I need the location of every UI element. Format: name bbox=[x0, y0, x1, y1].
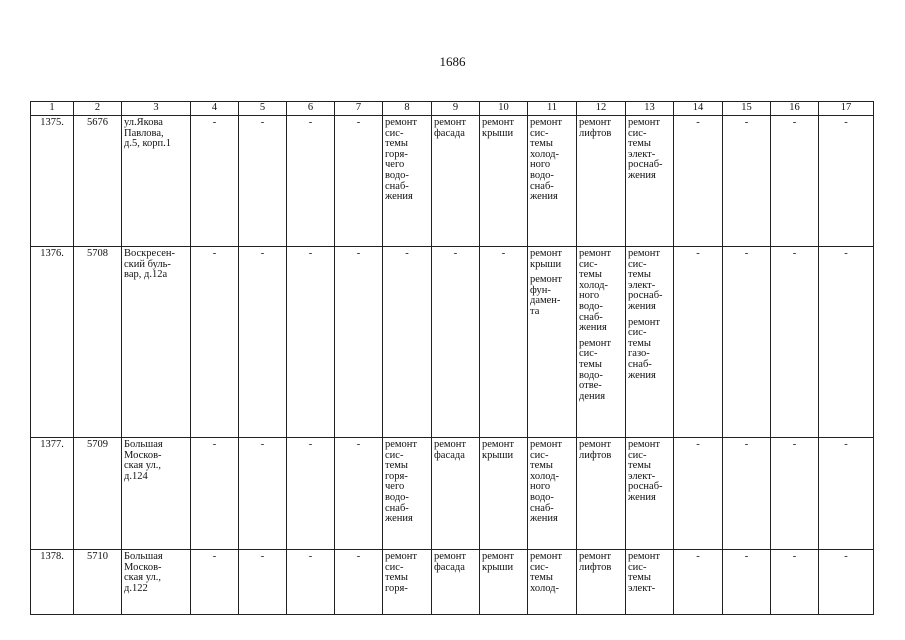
dash-cell bbox=[287, 116, 335, 247]
row-number bbox=[31, 247, 74, 438]
work-item: ремонт сис- темы элект- роснаб- жения bbox=[628, 248, 663, 312]
work-cell bbox=[528, 247, 577, 438]
dash-cell-text: - bbox=[308, 439, 313, 450]
dash-cell-text: - bbox=[308, 248, 313, 259]
dash-cell-text: - bbox=[744, 117, 749, 128]
table-row bbox=[31, 550, 874, 615]
address bbox=[122, 550, 191, 615]
work-cell bbox=[480, 550, 528, 615]
dash-cell bbox=[239, 438, 287, 550]
work-item: ремонт фасада bbox=[434, 117, 467, 139]
row-number-text: 1378. bbox=[40, 551, 64, 562]
column-header: 15 bbox=[723, 102, 771, 116]
dash-cell bbox=[287, 438, 335, 550]
dash-cell bbox=[723, 438, 771, 550]
work-item: ремонт фун- дамен- та bbox=[530, 274, 563, 317]
dash-cell bbox=[819, 116, 874, 247]
work-cell bbox=[626, 247, 674, 438]
column-header: 11 bbox=[528, 102, 577, 116]
row-number-text: 1377. bbox=[40, 439, 64, 450]
table-row bbox=[31, 247, 874, 438]
address-text: Большая Москов- ская ул., д.124 bbox=[124, 439, 163, 482]
work-cell bbox=[528, 116, 577, 247]
work-item: - bbox=[453, 248, 458, 259]
dash-cell bbox=[674, 247, 723, 438]
dash-cell-text: - bbox=[356, 439, 361, 450]
object-code bbox=[74, 116, 122, 247]
dash-cell bbox=[191, 550, 239, 615]
dash-cell bbox=[819, 247, 874, 438]
work-item: ремонт сис- темы газо- снаб- жения bbox=[628, 316, 661, 381]
dash-cell-text: - bbox=[212, 117, 217, 128]
dash-cell-text: - bbox=[744, 439, 749, 450]
dash-cell-text: - bbox=[696, 117, 700, 128]
dash-cell-text: - bbox=[356, 117, 361, 128]
dash-cell-text: - bbox=[792, 117, 797, 128]
work-cell bbox=[432, 438, 480, 550]
column-header: 12 bbox=[577, 102, 626, 116]
row-number bbox=[31, 116, 74, 247]
column-header: 2 bbox=[74, 102, 122, 116]
work-cell bbox=[626, 438, 674, 550]
dash-cell-text: - bbox=[844, 248, 848, 259]
work-cell bbox=[626, 550, 674, 615]
dash-cell bbox=[335, 116, 383, 247]
work-item: ремонт сис- темы горя- чего водо- снаб- жения bbox=[385, 117, 418, 203]
work-item: ремонт сис- темы холод- ного водо- снаб- жения bbox=[579, 248, 612, 334]
work-cell bbox=[432, 550, 480, 615]
dash-cell-text: - bbox=[308, 551, 313, 562]
work-item: ремонт крыши bbox=[482, 117, 515, 139]
dash-cell-text: - bbox=[260, 551, 265, 562]
object-code bbox=[74, 438, 122, 550]
work-item: ремонт сис- темы горя- bbox=[385, 551, 418, 594]
dash-cell-text: - bbox=[212, 248, 217, 259]
column-header: 17 bbox=[819, 102, 874, 116]
column-header: 6 bbox=[287, 102, 335, 116]
work-cell bbox=[480, 438, 528, 550]
column-header: 16 bbox=[771, 102, 819, 116]
work-item: ремонт сис- темы холод- ного водо- снаб- жения bbox=[530, 439, 563, 525]
column-header: 5 bbox=[239, 102, 287, 116]
work-item: ремонт фасада bbox=[434, 439, 467, 461]
dash-cell bbox=[287, 550, 335, 615]
dash-cell-text: - bbox=[212, 551, 217, 562]
dash-cell bbox=[723, 550, 771, 615]
address bbox=[122, 438, 191, 550]
address-text: Воскресен- ский буль- вар, д.12а bbox=[124, 248, 176, 281]
work-cell bbox=[383, 438, 432, 550]
work-cell bbox=[577, 116, 626, 247]
column-header: 14 bbox=[674, 102, 723, 116]
dash-cell bbox=[771, 116, 819, 247]
work-item: ремонт фасада bbox=[434, 551, 467, 573]
dash-cell-text: - bbox=[260, 248, 265, 259]
column-header: 1 bbox=[31, 102, 74, 116]
dash-cell-text: - bbox=[356, 248, 361, 259]
dash-cell bbox=[674, 116, 723, 247]
object-code bbox=[74, 550, 122, 615]
dash-cell bbox=[239, 247, 287, 438]
dash-cell-text: - bbox=[792, 439, 797, 450]
dash-cell bbox=[239, 116, 287, 247]
object-code-text: 5710 bbox=[87, 551, 108, 562]
object-code-text: 5676 bbox=[87, 117, 108, 128]
work-item: ремонт лифтов bbox=[579, 439, 612, 461]
object-code-text: 5709 bbox=[87, 439, 108, 450]
table-row bbox=[31, 116, 874, 247]
dash-cell-text: - bbox=[792, 248, 797, 259]
dash-cell bbox=[723, 116, 771, 247]
dash-cell-text: - bbox=[844, 439, 848, 450]
dash-cell-text: - bbox=[308, 117, 313, 128]
work-cell bbox=[528, 438, 577, 550]
address bbox=[122, 116, 191, 247]
dash-cell bbox=[674, 438, 723, 550]
work-cell bbox=[480, 247, 528, 438]
work-cell bbox=[383, 550, 432, 615]
work-item: ремонт сис- темы холод- ного водо- снаб- жения bbox=[530, 117, 563, 203]
table-row bbox=[31, 438, 874, 550]
header-row bbox=[31, 102, 874, 116]
row-number-text: 1375. bbox=[40, 117, 64, 128]
dash-cell bbox=[771, 247, 819, 438]
dash-cell-text: - bbox=[260, 117, 265, 128]
work-cell bbox=[626, 116, 674, 247]
work-item: ремонт лифтов bbox=[579, 117, 612, 139]
work-cell bbox=[577, 438, 626, 550]
dash-cell-text: - bbox=[744, 551, 749, 562]
work-cell bbox=[432, 116, 480, 247]
work-cell bbox=[528, 550, 577, 615]
work-item: ремонт крыши bbox=[482, 439, 515, 461]
dash-cell bbox=[191, 116, 239, 247]
work-item: ремонт крыши bbox=[482, 551, 515, 573]
column-header: 7 bbox=[335, 102, 383, 116]
work-cell bbox=[480, 116, 528, 247]
work-cell bbox=[577, 247, 626, 438]
repair-schedule-table bbox=[30, 101, 874, 615]
work-item: ремонт сис- темы элект- роснаб- жения bbox=[628, 117, 663, 181]
work-item: ремонт сис- темы элект- bbox=[628, 551, 661, 594]
dash-cell bbox=[335, 550, 383, 615]
dash-cell bbox=[771, 438, 819, 550]
dash-cell-text: - bbox=[696, 248, 700, 259]
work-cell bbox=[432, 247, 480, 438]
column-header: 13 bbox=[626, 102, 674, 116]
dash-cell-text: - bbox=[744, 248, 749, 259]
work-item: - bbox=[501, 248, 506, 259]
work-item: ремонт крыши bbox=[530, 248, 563, 270]
row-number bbox=[31, 438, 74, 550]
dash-cell bbox=[723, 247, 771, 438]
dash-cell bbox=[287, 247, 335, 438]
work-cell bbox=[383, 116, 432, 247]
dash-cell bbox=[771, 550, 819, 615]
address-text: Большая Москов- ская ул., д.122 bbox=[124, 551, 163, 594]
work-item: ремонт сис- темы горя- чего водо- снаб- жения bbox=[385, 439, 418, 525]
work-cell bbox=[383, 247, 432, 438]
work-item: ремонт сис- темы элект- роснаб- жения bbox=[628, 439, 663, 503]
dash-cell-text: - bbox=[696, 551, 700, 562]
dash-cell-text: - bbox=[260, 439, 265, 450]
column-header: 10 bbox=[480, 102, 528, 116]
object-code bbox=[74, 247, 122, 438]
dash-cell-text: - bbox=[356, 551, 361, 562]
dash-cell-text: - bbox=[844, 551, 848, 562]
row-number bbox=[31, 550, 74, 615]
dash-cell bbox=[819, 438, 874, 550]
column-header: 4 bbox=[191, 102, 239, 116]
dash-cell bbox=[819, 550, 874, 615]
dash-cell-text: - bbox=[696, 439, 700, 450]
address bbox=[122, 247, 191, 438]
dash-cell-text: - bbox=[212, 439, 217, 450]
dash-cell bbox=[674, 550, 723, 615]
dash-cell bbox=[191, 438, 239, 550]
page-number: 1686 bbox=[439, 54, 466, 69]
row-number-text: 1376. bbox=[40, 248, 64, 259]
work-item: ремонт сис- темы водо- отве- дения bbox=[579, 337, 612, 402]
column-header: 3 bbox=[122, 102, 191, 116]
work-cell bbox=[577, 550, 626, 615]
work-item: ремонт сис- темы холод- bbox=[530, 551, 563, 594]
dash-cell bbox=[335, 247, 383, 438]
dash-cell bbox=[239, 550, 287, 615]
object-code-text: 5708 bbox=[87, 248, 108, 259]
dash-cell-text: - bbox=[844, 117, 848, 128]
address-text: ул.Якова Павлова, д.5, корп.1 bbox=[124, 117, 172, 150]
dash-cell bbox=[335, 438, 383, 550]
dash-cell-text: - bbox=[792, 551, 797, 562]
column-header: 9 bbox=[432, 102, 480, 116]
work-item: ремонт лифтов bbox=[579, 551, 612, 573]
work-item: - bbox=[405, 248, 409, 259]
dash-cell bbox=[191, 247, 239, 438]
column-header: 8 bbox=[383, 102, 432, 116]
